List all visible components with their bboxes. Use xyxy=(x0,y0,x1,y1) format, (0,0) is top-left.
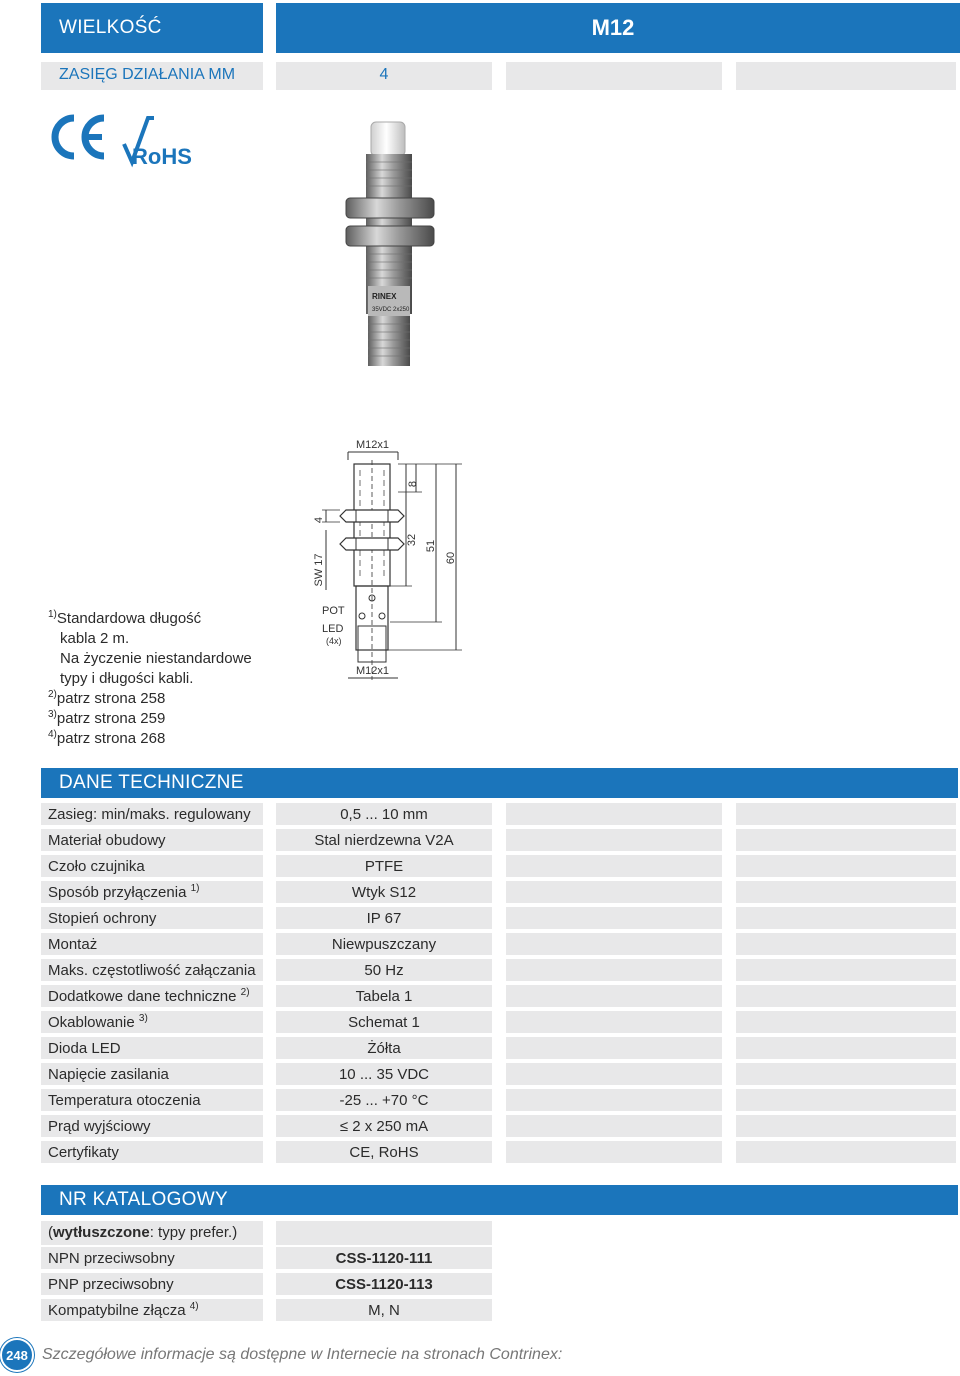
catalog-row-label: PNP przeciwsobny xyxy=(48,1276,174,1293)
tech-cell xyxy=(736,959,956,981)
tech-row-value: Wtyk S12 xyxy=(351,884,417,901)
tech-cell xyxy=(506,985,722,1007)
tech-cell xyxy=(506,959,722,981)
pot-label: POT xyxy=(322,605,345,617)
dim-51-label: 51 xyxy=(425,539,437,553)
svg-text:RINEX: RINEX xyxy=(372,292,397,301)
tech-cell xyxy=(506,881,722,903)
catalog-row-label: NPN przeciwsobny xyxy=(48,1250,175,1267)
size-value-cell xyxy=(276,3,960,53)
tech-cell xyxy=(736,1037,956,1059)
tech-cell xyxy=(506,907,722,929)
dim-8-label: 8 xyxy=(407,480,419,488)
footer-text: Szczegółowe informacje są dostępne w Internecie na stronach Contrinex: xyxy=(42,1346,563,1363)
tech-row-label: Certyfikaty xyxy=(48,1144,119,1161)
tech-row-label: Napięcie zasilania xyxy=(48,1066,169,1083)
ce-mark-icon xyxy=(48,112,110,162)
tech-row-value: 50 Hz xyxy=(364,962,404,979)
tech-cell xyxy=(506,933,722,955)
tech-cell xyxy=(736,985,956,1007)
footnote-3: $^{3)}$patrz strona 259 xyxy=(48,709,166,727)
tech-cell xyxy=(736,933,956,955)
range-label: ZASIĘG DZIAŁANIA MM xyxy=(59,66,236,83)
tech-row-label: Dioda LED xyxy=(48,1040,121,1057)
footnote-1c: Na życzenie niestandardowe xyxy=(60,650,252,667)
size-value: M12 xyxy=(591,15,635,40)
tech-cell xyxy=(506,1011,722,1033)
dim-60-label: 60 xyxy=(445,551,457,565)
dimension-drawing xyxy=(300,430,480,690)
footnote-4: $^{4)}$patrz strona 268 xyxy=(48,729,166,747)
tech-cell xyxy=(736,1115,956,1137)
tech-row-value: 10 ... 35 VDC xyxy=(338,1066,430,1083)
tech-cell xyxy=(736,881,956,903)
tech-row-value: IP 67 xyxy=(366,910,402,927)
tech-cell xyxy=(506,803,722,825)
tech-cell xyxy=(736,1141,956,1163)
tech-row-value: 0,5 ... 10 mm xyxy=(340,806,428,823)
tech-row-label: Stopień ochrony xyxy=(48,910,157,927)
catalog-row-value: CSS-1120-113 xyxy=(335,1276,433,1293)
tech-cell xyxy=(506,1115,722,1137)
page-number: 248 xyxy=(6,1348,28,1363)
range-value: 4 xyxy=(379,66,389,83)
range-empty-cell-2 xyxy=(736,62,956,90)
tech-row-label: Dodatkowe dane techniczne $^{2)}$ xyxy=(48,987,250,1005)
thread-bottom-label: M12x1 xyxy=(356,665,390,677)
tech-cell xyxy=(736,907,956,929)
tech-cell xyxy=(736,1089,956,1111)
dim-4-label: 4 xyxy=(313,516,325,524)
tech-cell xyxy=(506,1037,722,1059)
footnote-2: $^{2)}$patrz strona 258 xyxy=(48,689,166,707)
tech-cell xyxy=(736,855,956,877)
size-label: WIELKOŚĆ xyxy=(59,17,162,38)
tech-cell xyxy=(736,829,956,851)
tech-row-label: Montaż xyxy=(48,936,98,953)
catalog-title: NR KATALOGOWY xyxy=(59,1189,228,1210)
tech-cell xyxy=(736,1011,956,1033)
size-label-cell xyxy=(41,3,263,53)
rohs-logo-icon xyxy=(118,112,192,170)
catalog-note-cell-2 xyxy=(276,1221,492,1245)
tech-cell xyxy=(506,1141,722,1163)
tech-row-label: Prąd wyjściowy xyxy=(48,1118,151,1135)
tech-row-value: Tabela 1 xyxy=(355,988,413,1005)
tech-title: DANE TECHNICZNE xyxy=(59,772,244,793)
sensor-photo xyxy=(340,118,440,370)
tech-row-value: ≤ 2 x 250 mA xyxy=(339,1118,429,1135)
rohs-text: RoHS xyxy=(132,144,192,169)
tech-row-value: Żółta xyxy=(367,1040,401,1057)
tech-row-value: PTFE xyxy=(364,858,404,875)
led-label: LED xyxy=(322,623,344,635)
tech-cell xyxy=(506,1089,722,1111)
footnote-1d: typy i długości kabli. xyxy=(60,670,194,687)
tech-cell xyxy=(736,1063,956,1085)
tech-row-value: -25 ... +70 °C xyxy=(339,1092,429,1109)
tech-row-label: Maks. częstotliwość załączania xyxy=(48,962,256,979)
tech-cell xyxy=(506,1063,722,1085)
footnote-1: $^{1)}$Standardowa długość xyxy=(48,609,202,627)
tech-row-label: Okablowanie $^{3)}$ xyxy=(48,1013,148,1031)
dim-32-label: 32 xyxy=(406,533,418,547)
tech-row-label: Czoło czujnika xyxy=(48,858,145,875)
range-label-cell xyxy=(41,62,263,90)
tech-cell xyxy=(506,829,722,851)
svg-text:35VDC 2x250: 35VDC 2x250 xyxy=(372,307,410,313)
range-empty-cell-1 xyxy=(506,62,722,90)
tech-row-value: CE, RoHS xyxy=(349,1144,419,1161)
sw-label: SW 17 xyxy=(313,553,325,587)
range-value-cell xyxy=(276,62,492,90)
footnote-1b: kabla 2 m. xyxy=(60,630,130,647)
catalog-note: (wytłuszczone: typy prefer.) xyxy=(48,1224,238,1241)
tech-row-label: Sposób przyłączenia $^{1)}$ xyxy=(48,883,200,901)
tech-header xyxy=(41,768,958,798)
tech-row-value: Stal nierdzewna V2A xyxy=(314,832,454,849)
catalog-header xyxy=(41,1185,958,1215)
tech-row-label: Zasieg: min/maks. regulowany xyxy=(48,806,251,823)
catalog-row-value: CSS-1120-111 xyxy=(335,1250,433,1267)
tech-cell xyxy=(506,855,722,877)
tech-row-value: Niewpuszczany xyxy=(331,936,437,953)
catalog-row-value: M, N xyxy=(368,1302,400,1319)
thread-top-label: M12x1 xyxy=(356,439,390,451)
tech-row-label: Materiał obudowy xyxy=(48,832,166,849)
catalog-row-label: Kompatybilne złącza $^{4)}$ xyxy=(48,1301,199,1319)
led-count-label: (4x) xyxy=(326,636,342,646)
page-number-badge xyxy=(0,1338,34,1372)
tech-row-value: Schemat 1 xyxy=(348,1014,420,1031)
tech-row-label: Temperatura otoczenia xyxy=(48,1092,201,1109)
tech-cell xyxy=(736,803,956,825)
